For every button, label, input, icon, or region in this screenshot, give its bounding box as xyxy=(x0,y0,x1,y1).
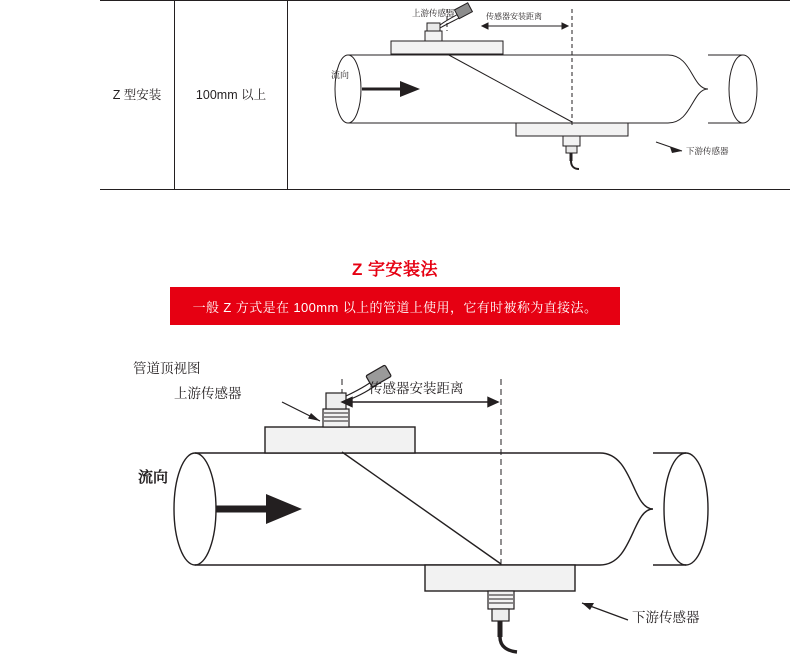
label-downstream-sensor-small: 下游传感器 xyxy=(686,146,729,156)
section-banner-text: 一般 Z 方式是在 100mm 以上的管道上使用，它有时被称为直接法。 xyxy=(192,299,598,315)
section-banner xyxy=(170,287,620,325)
table-cell-pipe-size xyxy=(175,1,288,189)
install-type-label: Z 型安装 xyxy=(112,87,162,102)
label-flow-direction-large: 流向 xyxy=(138,469,169,486)
pipe-size-label: 100mm 以上 xyxy=(195,87,267,102)
z-install-svg-small xyxy=(288,1,790,191)
leader-upstream-large xyxy=(282,402,320,421)
flow-arrow-small xyxy=(362,81,420,97)
downstream-sensor-block-small xyxy=(516,123,628,169)
table-cell-install-type xyxy=(100,1,175,189)
label-flow-direction-small: 流向 xyxy=(331,70,350,80)
leader-downstream-large xyxy=(582,603,628,620)
z-install-diagram-small xyxy=(288,1,790,191)
section-title: Z 字安装法 xyxy=(351,260,439,279)
installation-table xyxy=(100,0,790,190)
label-install-distance-large: 传感器安装距离 xyxy=(369,381,464,396)
label-install-distance-small: 传感器安装距离 xyxy=(486,12,542,21)
signal-path-large xyxy=(342,452,501,564)
downstream-sensor-block-large xyxy=(425,565,575,652)
z-install-diagram-large xyxy=(120,365,780,660)
label-upstream-sensor-small: 上游传感器 xyxy=(412,8,455,18)
table-cell-diagram xyxy=(288,1,790,189)
label-upstream-sensor-large: 上游传感器 xyxy=(174,386,242,401)
upstream-sensor-block-large xyxy=(265,365,415,453)
install-distance-dimension-small xyxy=(482,23,568,29)
label-downstream-sensor-large: 下游传感器 xyxy=(632,610,700,625)
signal-path-small xyxy=(447,54,572,122)
topview-caption: 管道顶视图 xyxy=(133,361,201,376)
install-distance-dimension-large xyxy=(342,398,498,407)
flow-arrow-large xyxy=(216,494,302,524)
